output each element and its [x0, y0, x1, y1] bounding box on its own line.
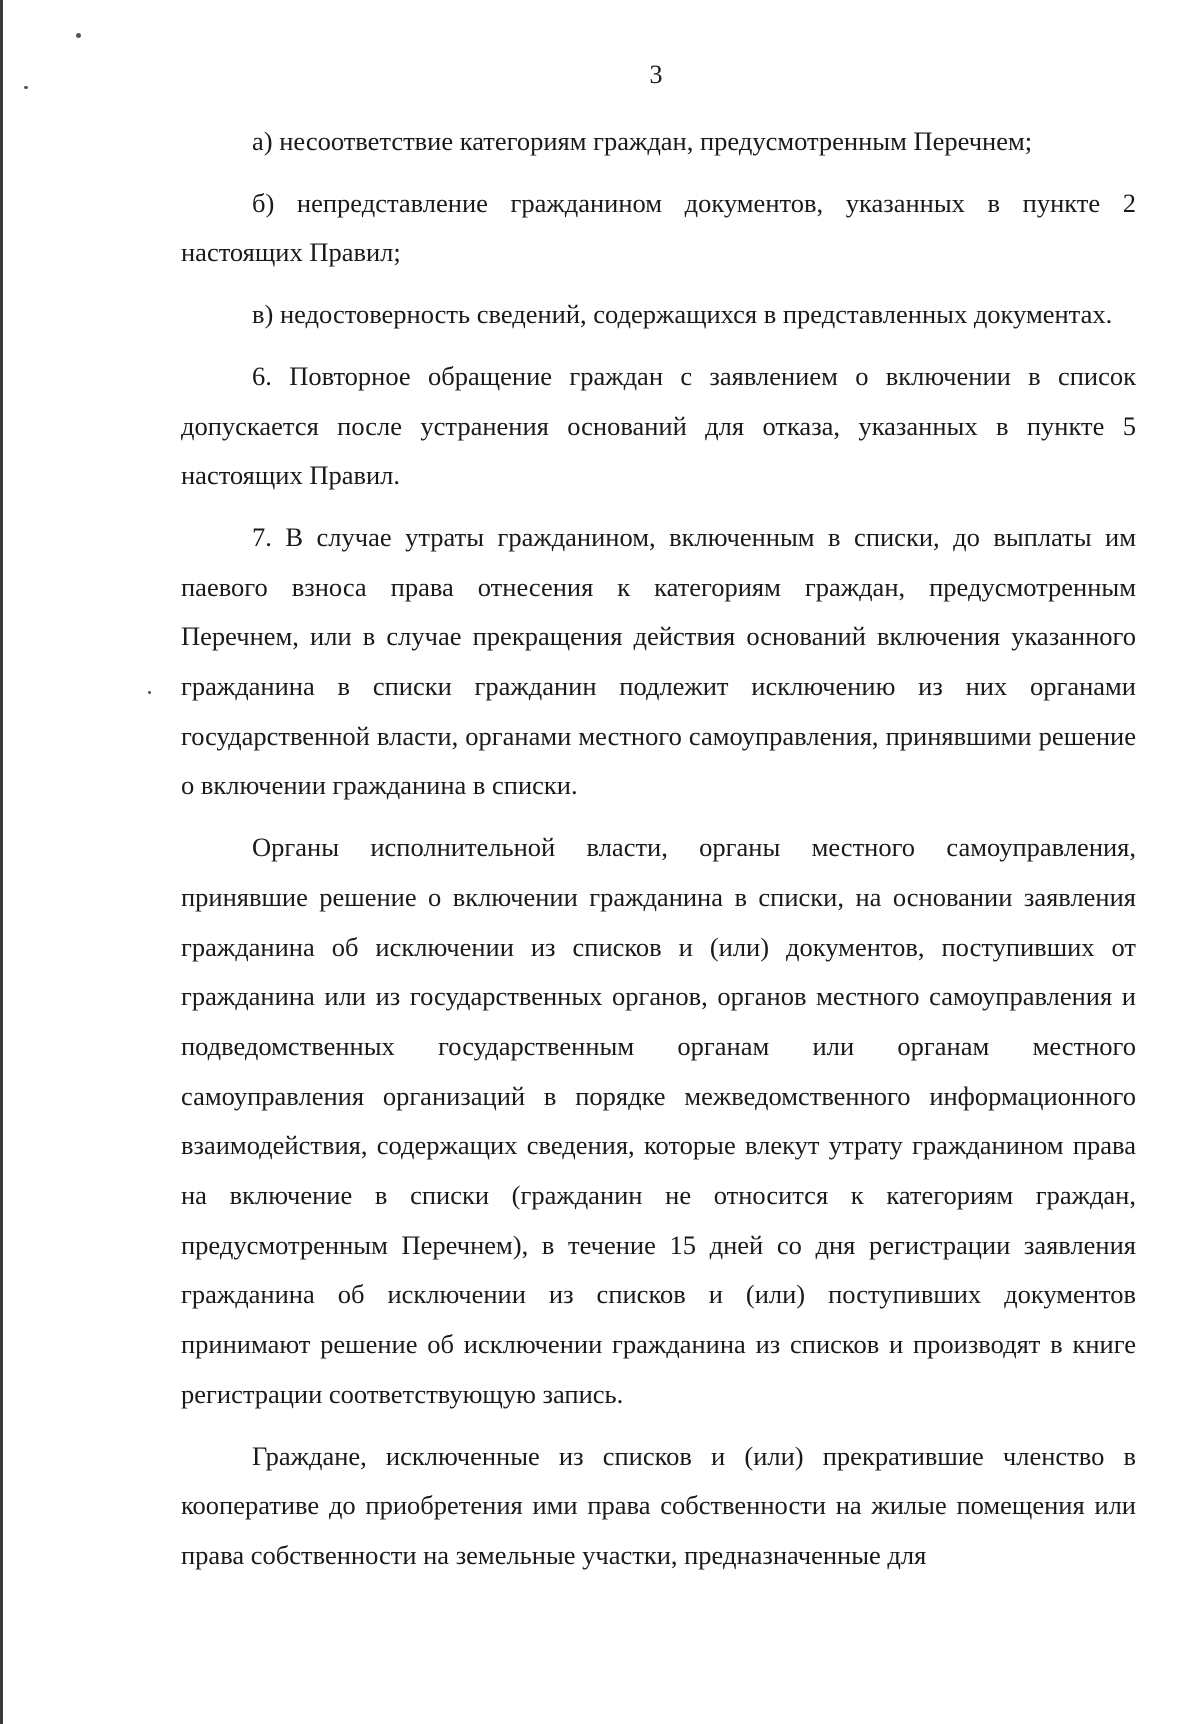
list-item-b: б) непредставление гражданином документов, указанных в пункте 2 настоящих Правил;: [181, 187, 1136, 268]
page-number: 3: [649, 60, 663, 89]
paragraph-authorities: Органы исполнительной власти, органы местного самоуправления, принявшие решение о включении гражданина в списки, на основании заявления гражданина об исключении из списков и (или) документов, поступивших от гражданина или из государственных органов, органов местного самоуправления и подведомственных государственным органам или органам местного самоуправления организаций в порядке межведомственного информационного взаимодействия, содержащих сведения, которые влекут утрату гражданином права на включение в списки (гражданин не относится к категориям граждан, предусмотренным Перечнем), в течение 15 дней со дня регистрации заявления гражданина об исключении из списков и (или) поступивших документов принимают решение об исключении гражданина из списков и производят в книге регистрации соответствующую запись.: [181, 832, 1136, 1409]
clause-7: 7. В случае утраты гражданином, включенным в списки, до выплаты им паевого взноса права отнесения к категориям граждан, предусмотренным Перечнем, или в случае прекращения действия оснований включения указанного гражданина в списки гражданин подлежит исключению из них органами государственной власти, органами местного самоуправления, принявшими решение о включении гражданина в списки.: [181, 521, 1136, 801]
document-body: [181, 117, 1136, 1581]
paragraph-excluded-citizens: Граждане, исключенные из списков и (или) прекратившие членство в кооперативе до приобретения ими права собственности на жилые помещения или права собственности на земельные участки, предназначенные для: [181, 1440, 1136, 1570]
scan-edge-line: [0, 0, 3, 1724]
list-item-c: в) недостоверность сведений, содержащихся в представленных документах.: [252, 299, 1113, 330]
scan-speck: [76, 33, 81, 38]
scan-speck: [148, 691, 151, 694]
clause-6: 6. Повторное обращение граждан с заявлением о включении в список допускается после устранения оснований для отказа, указанных в пункте 5 настоящих Правил.: [181, 360, 1136, 491]
list-item-a: а) несоответствие категориям граждан, предусмотренным Перечнем;: [252, 126, 1033, 156]
